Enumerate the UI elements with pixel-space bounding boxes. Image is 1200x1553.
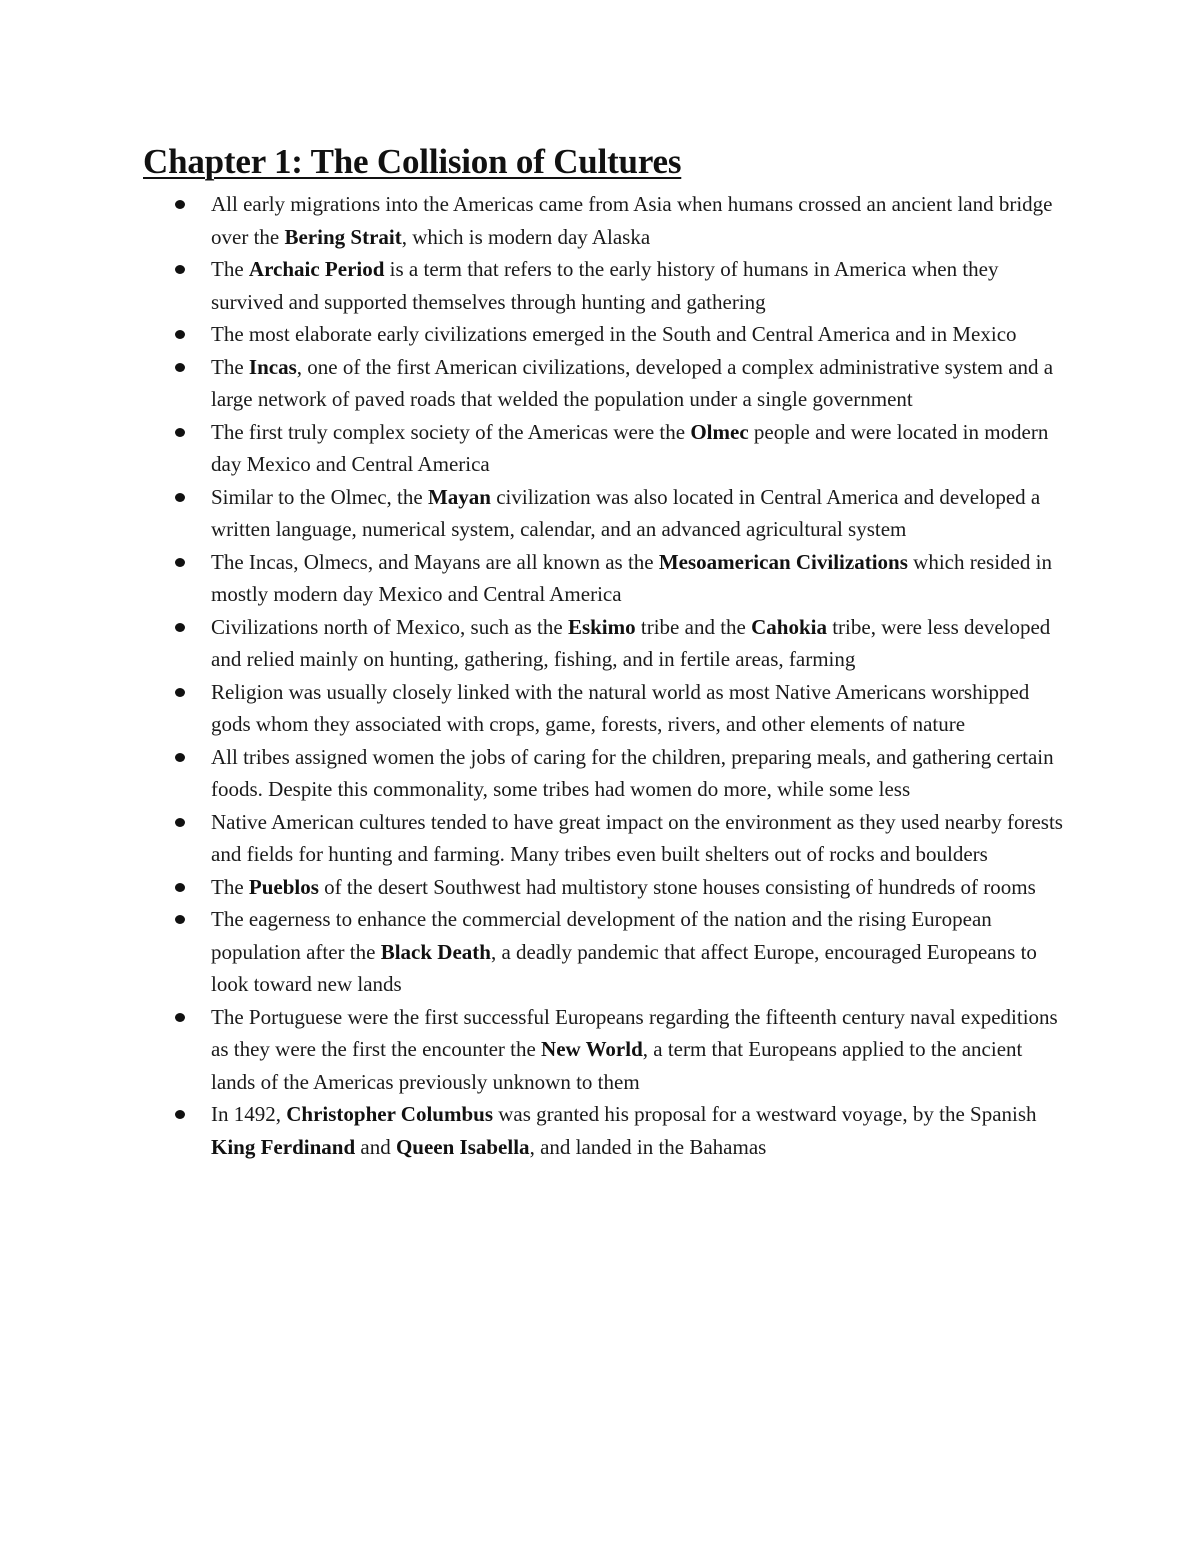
item-text: , one of the first American civilizations, developed a complex administrative system and a large network of paved roads that welded the population under a single government	[211, 354, 1054, 411]
item-text: , and landed in the Bahamas	[529, 1134, 767, 1159]
key-term: Black Death	[380, 939, 491, 964]
bullet-dot-icon	[175, 265, 185, 274]
key-term: New World	[541, 1037, 643, 1061]
key-term: King Ferdinand	[211, 1134, 356, 1159]
list-item	[211, 871, 1066, 904]
list-item	[211, 741, 1066, 806]
key-term: Christopher Columbus	[286, 1102, 493, 1126]
key-term: Eskimo	[567, 614, 636, 639]
item-text: is a term that refers to the early history of humans in America when they survived and supported themselves through hunting and gathering	[211, 257, 999, 314]
key-term: Mesoamerican Civilizations	[658, 549, 908, 574]
bullet-dot-icon	[175, 330, 185, 339]
item-text: Similar to the Olmec, the	[211, 484, 428, 509]
item-text: The	[211, 354, 249, 379]
item-text: which resided in mostly modern day Mexico and Central America	[211, 549, 1052, 606]
list-item	[211, 351, 1066, 416]
item-text: , a deadly pandemic that affect Europe, encouraged Europeans to look toward new lands	[211, 939, 1037, 996]
bullet-dot-icon	[175, 688, 185, 697]
item-text: The Portuguese were the first successful Europeans regarding the fifteenth century naval expeditions as they were the first the encounter the	[211, 1004, 1058, 1061]
bullet-dot-icon	[175, 1013, 185, 1022]
list-item	[211, 611, 1066, 676]
bullet-dot-icon	[175, 818, 185, 827]
key-term: Mayan	[427, 484, 491, 509]
key-term: Archaic Period	[248, 257, 385, 281]
list-item	[211, 416, 1066, 481]
list-item	[211, 903, 1066, 1001]
list-item	[211, 806, 1066, 871]
item-text: The eagerness to enhance the commercial development of the nation and the rising European population after the	[211, 907, 992, 964]
bullet-dot-icon	[175, 428, 185, 437]
list-item	[211, 481, 1066, 546]
bullet-dot-icon	[175, 493, 185, 502]
item-text: The	[211, 874, 249, 899]
key-term: Pueblos	[248, 874, 319, 899]
list-item	[211, 318, 1066, 351]
key-term: Queen Isabella	[395, 1134, 530, 1159]
item-text: , a term that Europeans applied to the ancient lands of the Americas previously unknown to them	[211, 1037, 1023, 1094]
item-text: In 1492,	[211, 1102, 287, 1126]
list-item	[211, 253, 1066, 318]
item-text: The Incas, Olmecs, and Mayans are all known as the	[211, 549, 659, 574]
list-item	[211, 1098, 1066, 1163]
bullet-dot-icon	[175, 363, 185, 372]
item-text: , which is modern day Alaska	[401, 224, 651, 249]
item-text: civilization was also located in Central America and developed a written language, numerical system, calendar, and an advanced agricultural system	[211, 484, 1041, 541]
key-term: Incas	[248, 354, 297, 379]
bullet-dot-icon	[175, 915, 185, 924]
key-term: Bering Strait	[284, 224, 402, 249]
item-text: of the desert Southwest had multistory stone houses consisting of hundreds of rooms	[318, 874, 1036, 899]
item-text: tribe, were less developed and relied mainly on hunting, gathering, fishing, and in fertile areas, farming	[211, 614, 1051, 671]
bullet-dot-icon	[175, 200, 185, 209]
item-text: and	[355, 1134, 396, 1159]
bullet-dot-icon	[175, 753, 185, 762]
item-text: The most elaborate early civilizations emerged in the South and Central America and in Mexico	[211, 322, 1017, 346]
key-term: Olmec	[690, 419, 749, 444]
key-term: Cahokia	[751, 614, 827, 639]
bullet-dot-icon	[175, 883, 185, 892]
list-item	[211, 676, 1066, 741]
item-text: Civilizations north of Mexico, such as the	[211, 614, 568, 639]
bullet-list	[211, 188, 1066, 1163]
list-item	[211, 1001, 1066, 1099]
item-text: Religion was usually closely linked with the natural world as most Native Americans worshipped gods whom they associated with crops, game, forests, rivers, and other elements of nature	[211, 679, 1030, 736]
item-text: All early migrations into the Americas came from Asia when humans crossed an ancient land bridge over the	[211, 192, 1053, 249]
bullet-dot-icon	[175, 1110, 185, 1119]
item-text: Native American cultures tended to have great impact on the environment as they used nearby forests and fields for hunting and farming. Many tribes even built shelters out of rocks and boulders	[211, 809, 1063, 866]
item-text: The	[211, 257, 249, 281]
bullet-dot-icon	[175, 623, 185, 632]
item-text: The first truly complex society of the Americas were the	[211, 419, 691, 444]
item-text: was granted his proposal for a westward voyage, by the Spanish	[493, 1102, 1037, 1126]
list-item	[211, 546, 1066, 611]
item-text: All tribes assigned women the jobs of caring for the children, preparing meals, and gathering certain foods. Despite this commonality, some tribes had women do more, while some less	[211, 744, 1054, 801]
chapter-title: Chapter 1: The Collision of Cultures	[143, 142, 682, 181]
bullet-dot-icon	[175, 558, 185, 567]
list-item	[211, 188, 1066, 253]
item-text: people and were located in modern day Mexico and Central America	[211, 419, 1049, 476]
item-text: tribe and the	[635, 614, 752, 639]
